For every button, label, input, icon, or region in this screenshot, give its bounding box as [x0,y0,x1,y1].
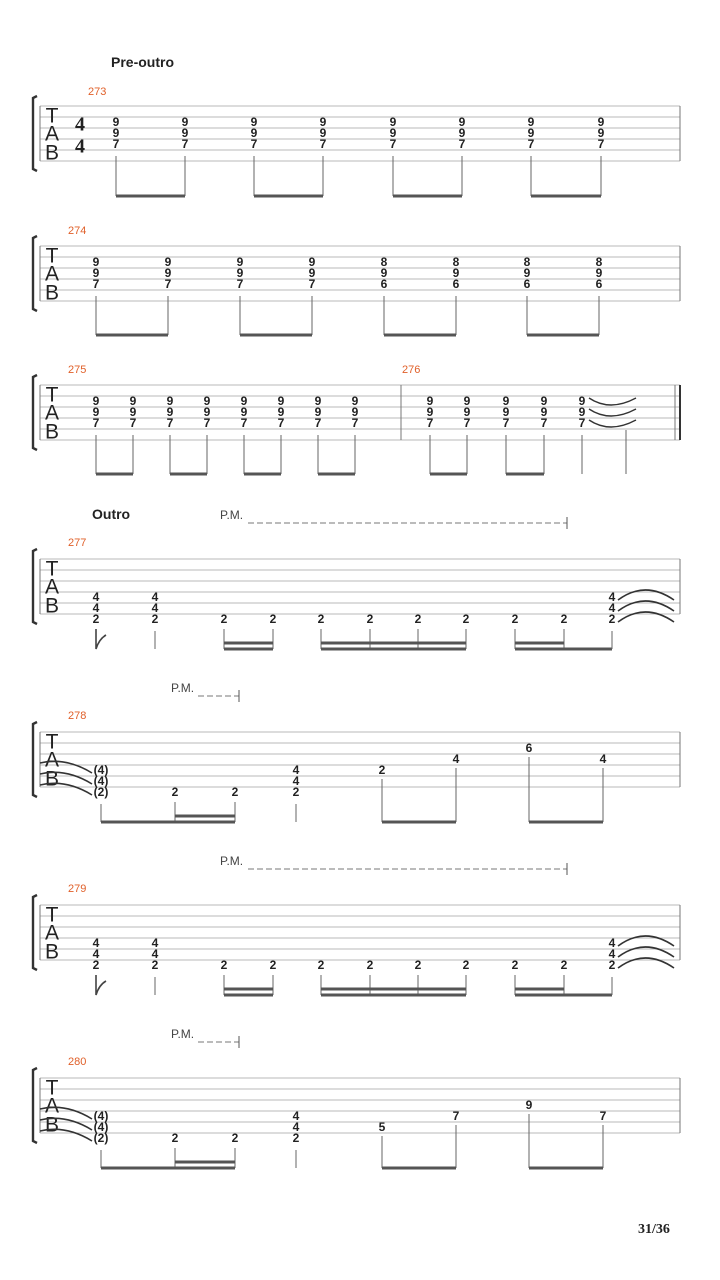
fret-number: 9 [389,115,397,130]
tab-clef-letter: B [44,594,60,618]
fret-number: 9 [240,405,248,420]
fret-number: 6 [452,277,460,292]
fret-number: 2 [608,612,616,627]
tab-clef-letter: A [44,748,60,772]
fret-number: 9 [92,255,100,270]
fret-number: 9 [203,394,211,409]
tab-clef-letter: B [44,281,60,305]
palm-mute-label: P.M. [171,681,195,695]
fret-number: 9 [426,394,434,409]
fret-number: 9 [578,405,586,420]
fret-number: 7 [527,137,535,152]
fret-number: 9 [578,394,586,409]
fret-number: 4 [292,763,300,778]
fret-number: 4 [151,947,159,962]
fret-number: 6 [525,741,533,756]
fret-number: 4 [92,601,100,616]
fret-number: 9 [203,405,211,420]
bar-number-277: 277 [68,537,87,549]
fret-number: 2 [220,958,228,973]
fret-number: 7 [502,416,510,431]
fret-number: 9 [277,405,285,420]
bar-number-280: 280 [68,1056,87,1068]
fret-number: 6 [380,277,388,292]
grace-flag [96,975,106,995]
tab-clef-letter: B [44,141,60,165]
tab-clef-letter: B [44,940,60,964]
fret-number: 9 [112,115,120,130]
fret-number: 2 [151,958,159,973]
fret-number: 9 [92,405,100,420]
fret-number: 9 [240,394,248,409]
fret-number: 9 [523,266,531,281]
fret-number: 9 [92,394,100,409]
page-number: 31/36 [638,1222,670,1237]
fret-number: 7 [540,416,548,431]
fret-number: 8 [452,255,460,270]
fret-number: 7 [426,416,434,431]
fret-number: 4 [92,936,100,951]
fret-number: 4 [151,601,159,616]
fret-number: 2 [317,612,325,627]
fret-number: (4) [93,1120,109,1135]
tab-clef-letter: A [44,575,60,599]
tab-clef-letter: T [45,903,59,927]
fret-number: 9 [314,394,322,409]
fret-number: 8 [523,255,531,270]
fret-number: 2 [292,1131,300,1146]
fret-number: 9 [351,394,359,409]
fret-number: 9 [597,126,605,141]
fret-number: (2) [93,1131,109,1146]
fret-number: 9 [181,115,189,130]
bar-number-279: 279 [68,883,87,895]
fret-number: 2 [269,958,277,973]
fret-number: 7 [181,137,189,152]
fret-number: 9 [458,115,466,130]
fret-number: 2 [366,958,374,973]
fret-number: 9 [236,255,244,270]
fret-number: 2 [560,612,568,627]
fret-number: 2 [92,612,100,627]
tab-clef-letter: A [44,262,60,286]
fret-number: 2 [231,785,239,800]
fret-number: 2 [511,958,519,973]
fret-number: 7 [458,137,466,152]
fret-number: 2 [171,785,179,800]
fret-number: 9 [164,266,172,281]
fret-number: 9 [277,394,285,409]
slide-out-curve [589,420,636,427]
fret-number: 7 [351,416,359,431]
staff-bracket [33,96,37,171]
fret-number: 9 [463,405,471,420]
fret-number: 7 [240,416,248,431]
fret-number: 7 [597,137,605,152]
fret-number: 4 [608,936,616,951]
fret-number: 7 [92,277,100,292]
staff-bracket [33,375,37,450]
tab-clef-letter: B [44,767,60,791]
fret-number: 8 [595,255,603,270]
fret-number: (4) [93,1109,109,1124]
fret-number: 9 [452,266,460,281]
tab-clef-letter: T [45,104,59,128]
palm-mute-label: P.M. [171,1027,195,1041]
fret-number: 5 [378,1120,386,1135]
section-title-outro: Outro [92,506,131,522]
fret-number: 2 [269,612,277,627]
fret-number: 9 [308,266,316,281]
fret-number: 4 [92,590,100,605]
fret-number: 2 [231,1131,239,1146]
fret-number: 2 [292,785,300,800]
tab-clef-letter: A [44,401,60,425]
fret-number: 7 [250,137,258,152]
tab-clef-letter: A [44,1094,60,1118]
tab-clef-letter: T [45,1076,59,1100]
fret-number: (4) [93,774,109,789]
fret-number: 7 [236,277,244,292]
tab-clef-letter: T [45,244,59,268]
bar-number-275: 275 [68,364,87,376]
fret-number: 7 [578,416,586,431]
fret-number: 2 [171,1131,179,1146]
tab-clef-letter: T [45,730,59,754]
fret-number: 9 [463,394,471,409]
palm-mute-label: P.M. [220,854,244,868]
tab-clef-letter: A [44,921,60,945]
fret-number: 7 [277,416,285,431]
fret-number: 7 [319,137,327,152]
fret-number: 2 [511,612,519,627]
fret-number: 4 [608,947,616,962]
tab-clef-letter: A [44,122,60,146]
fret-number: 9 [166,394,174,409]
fret-number: 6 [523,277,531,292]
fret-number: 9 [540,394,548,409]
fret-number: 9 [250,115,258,130]
fret-number: 4 [292,1109,300,1124]
staff-bracket [33,236,37,311]
fret-number: 4 [151,590,159,605]
fret-number: (2) [93,785,109,800]
fret-number: 9 [597,115,605,130]
fret-number: 9 [525,1098,533,1113]
fret-number: 7 [203,416,211,431]
bar-number-278: 278 [68,710,87,722]
staff-bracket [33,895,37,970]
fret-number: 4 [452,752,460,767]
bar-number-276: 276 [402,364,421,376]
fret-number: 9 [389,126,397,141]
fret-number: 9 [527,115,535,130]
palm-mute-label: P.M. [220,508,244,522]
fret-number: 2 [151,612,159,627]
staff-bracket [33,722,37,797]
fret-number: 7 [164,277,172,292]
fret-number: 9 [527,126,535,141]
fret-number: 2 [317,958,325,973]
fret-number: 4 [151,936,159,951]
fret-number: 9 [319,115,327,130]
fret-number: 9 [319,126,327,141]
fret-number: 7 [129,416,137,431]
fret-number: 7 [463,416,471,431]
fret-number: 9 [181,126,189,141]
fret-number: 2 [414,958,422,973]
fret-number: 9 [164,255,172,270]
time-signature-bottom: 4 [75,135,85,158]
fret-number: 7 [308,277,316,292]
fret-number: 8 [380,255,388,270]
fret-number: 9 [236,266,244,281]
fret-number: 9 [351,405,359,420]
fret-number: 7 [92,416,100,431]
fret-number: 4 [292,1120,300,1135]
fret-number: 9 [308,255,316,270]
fret-number: 2 [560,958,568,973]
section-title-preoutro: Pre-outro [111,54,174,70]
fret-number: 2 [378,763,386,778]
fret-number: 9 [314,405,322,420]
fret-number: 9 [540,405,548,420]
fret-number: 7 [389,137,397,152]
time-signature-top: 4 [75,113,85,136]
staff-bracket [33,549,37,624]
fret-number: 9 [129,394,137,409]
fret-number: 9 [166,405,174,420]
tab-clef-letter: T [45,557,59,581]
fret-number: 2 [608,958,616,973]
fret-number: 7 [599,1109,607,1124]
fret-number: 9 [502,405,510,420]
fret-number: 7 [112,137,120,152]
staff-bracket [33,1068,37,1143]
fret-number: 4 [608,590,616,605]
tab-clef-letter: B [44,420,60,444]
fret-number: 2 [414,612,422,627]
fret-number: 9 [595,266,603,281]
tab-clef-letter: B [44,1113,60,1137]
slide-out-curve [589,409,636,416]
bar-number-273: 273 [88,86,107,98]
fret-number: 9 [380,266,388,281]
fret-number: 9 [112,126,120,141]
fret-number: 9 [458,126,466,141]
fret-number: 4 [599,752,607,767]
tab-clef-letter: T [45,383,59,407]
fret-number: 4 [292,774,300,789]
slide-out-curve [589,398,636,405]
grace-flag [96,629,106,649]
fret-number: 9 [92,266,100,281]
fret-number: 2 [366,612,374,627]
fret-number: 4 [92,947,100,962]
fret-number: 9 [502,394,510,409]
fret-number: 2 [220,612,228,627]
fret-number: 7 [166,416,174,431]
fret-number: 2 [462,958,470,973]
fret-number: (4) [93,763,109,778]
fret-number: 9 [250,126,258,141]
fret-number: 9 [129,405,137,420]
fret-number: 7 [314,416,322,431]
fret-number: 2 [462,612,470,627]
fret-number: 4 [608,601,616,616]
fret-number: 7 [452,1109,460,1124]
bar-number-274: 274 [68,225,87,237]
fret-number: 2 [92,958,100,973]
fret-number: 6 [595,277,603,292]
fret-number: 9 [426,405,434,420]
